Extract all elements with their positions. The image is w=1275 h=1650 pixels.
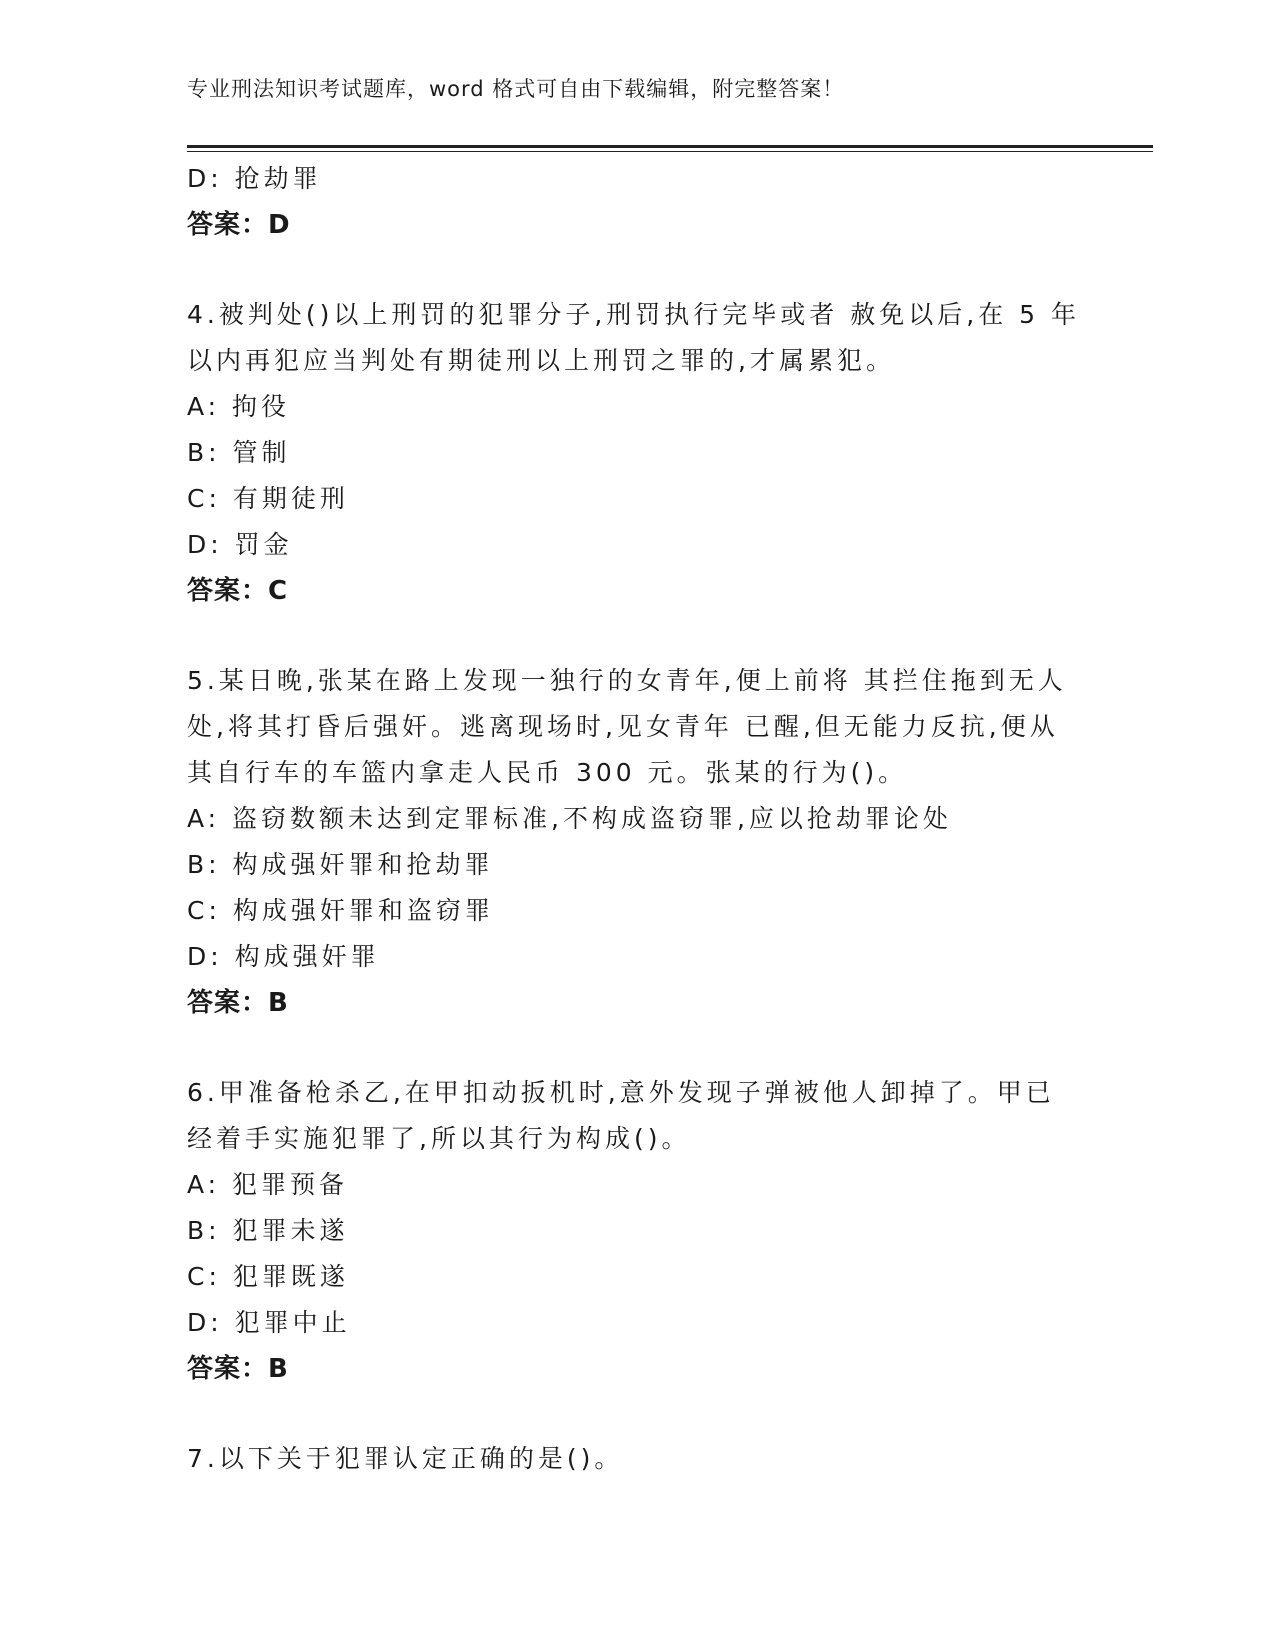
question-list	[187, 156, 1087, 1482]
answer-label: 答案：D	[187, 210, 291, 240]
answer-label: 答案：C	[187, 576, 289, 606]
option-c: C: 构成强奸罪和盗窃罪	[187, 896, 494, 925]
question-block	[187, 292, 1087, 614]
question-text: 5.某日晚,张某在路上发现一独行的女青年,便上前将 其拦住拖到无人	[187, 666, 1067, 695]
option-d: D: 罚金	[187, 530, 293, 559]
question-block	[187, 658, 1087, 1026]
question-text: 经着手实施犯罪了,所以其行为构成()。	[187, 1124, 691, 1153]
option-b: B: 构成强奸罪和抢劫罪	[187, 850, 494, 879]
option-c: C: 有期徒刑	[187, 484, 349, 513]
question-text: 以内再犯应当判处有期徒刑以上刑罚之罪的,才属累犯。	[187, 346, 895, 375]
question-block	[187, 156, 1087, 248]
option-b: B: 犯罪未遂	[187, 1216, 349, 1245]
question-text: 其自行车的车篮内拿走人民币 300 元。张某的行为()。	[187, 758, 908, 787]
header-rule-thin	[187, 151, 1153, 152]
question-text: 处,将其打昏后强奸。逃离现场时,见女青年 已醒,但无能力反抗,便从	[187, 712, 1059, 741]
option-a: A: 盗窃数额未达到定罪标准,不构成盗窃罪,应以抢劫罪论处	[187, 804, 952, 833]
option-d: D: 抢劫罪	[187, 164, 322, 193]
question-text: 7.以下关于犯罪认定正确的是()。	[187, 1444, 624, 1473]
answer-label: 答案：B	[187, 988, 289, 1018]
question-block	[187, 1070, 1087, 1392]
option-a: A: 拘役	[187, 392, 291, 421]
option-d: D: 犯罪中止	[187, 1308, 351, 1337]
question-block	[187, 1436, 1087, 1482]
question-text: 4.被判处()以上刑罚的犯罪分子,刑罚执行完毕或者 赦免以后,在 5 年	[187, 300, 1081, 329]
option-c: C: 犯罪既遂	[187, 1262, 349, 1291]
option-d: D: 构成强奸罪	[187, 942, 380, 971]
answer-label: 答案：B	[187, 1354, 289, 1384]
question-text: 6.甲准备枪杀乙,在甲扣动扳机时,意外发现子弹被他人卸掉了。甲已	[187, 1078, 1055, 1107]
option-a: A: 犯罪预备	[187, 1170, 349, 1199]
option-b: B: 管制	[187, 438, 291, 467]
header-rule-thick	[187, 145, 1153, 148]
page-header: 专业刑法知识考试题库，word 格式可自由下载编辑，附完整答案！	[187, 77, 845, 101]
